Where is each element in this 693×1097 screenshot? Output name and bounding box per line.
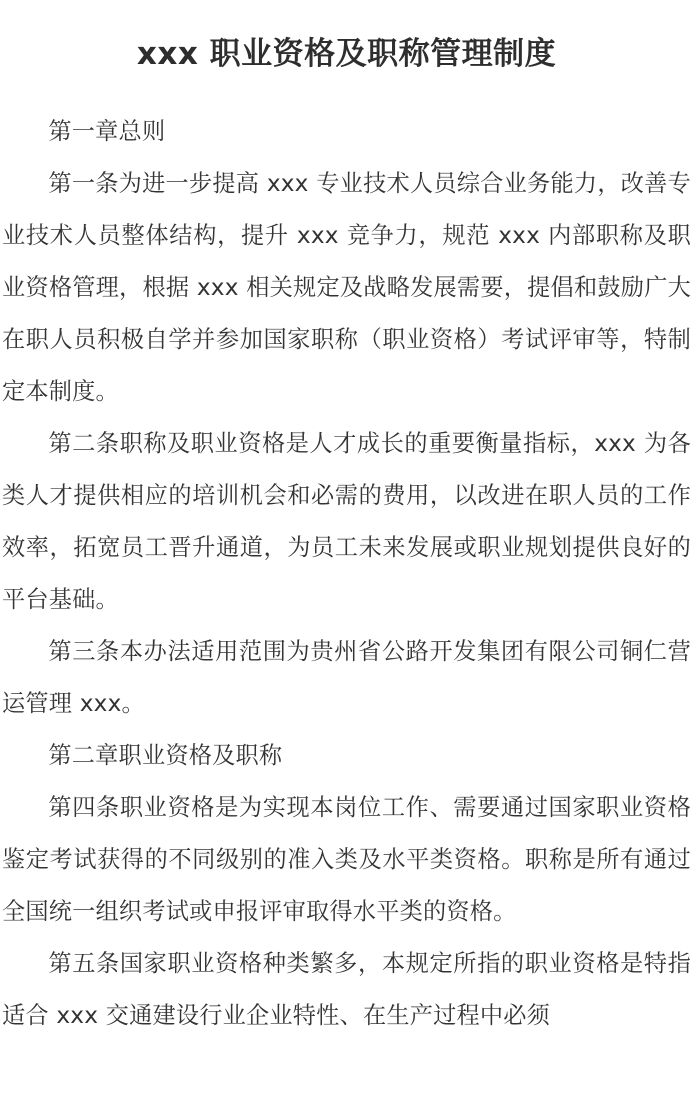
chapter-heading-general: 第一章总则: [48, 118, 166, 145]
article-paragraph-2: 第二条职称及职业资格是人才成长的重要衡量指标，xxx 为各类人才提供相应的培训机会和必需的费用，以改进在职人员的工作效率，拓宽员工晋升通道，为员工未来发展或职业规划提供良好的平台基础。: [2, 430, 691, 613]
article-paragraph-5: 第五条国家职业资格种类繁多，本规定所指的职业资格是特指适合 xxx 交通建设行业企业特性、在生产过程中必须: [2, 950, 691, 1029]
document-body: [2, 106, 691, 1042]
chapter-heading-qualifications: 第二章职业资格及职称: [48, 742, 283, 769]
article-paragraph-3: 第三条本办法适用范围为贵州省公路开发集团有限公司铜仁营运管理 xxx。: [2, 638, 691, 717]
article-paragraph-1: 第一条为进一步提高 xxx 专业技术人员综合业务能力，改善专业技术人员整体结构，提升 xxx 竞争力，规范 xxx 内部职称及职业资格管理，根据 xxx 相关规定及战略发展需要，提倡和鼓励广大在职人员积极自学并参加国家职称（职业资格）考试评审等，特制定本制度。: [2, 170, 691, 405]
document-title: xxx 职业资格及职称管理制度: [136, 36, 557, 72]
article-paragraph-4: 第四条职业资格是为实现本岗位工作、需要通过国家职业资格鉴定考试获得的不同级别的准入类及水平类资格。职称是所有通过全国统一组织考试或申报评审取得水平类的资格。: [2, 794, 691, 925]
